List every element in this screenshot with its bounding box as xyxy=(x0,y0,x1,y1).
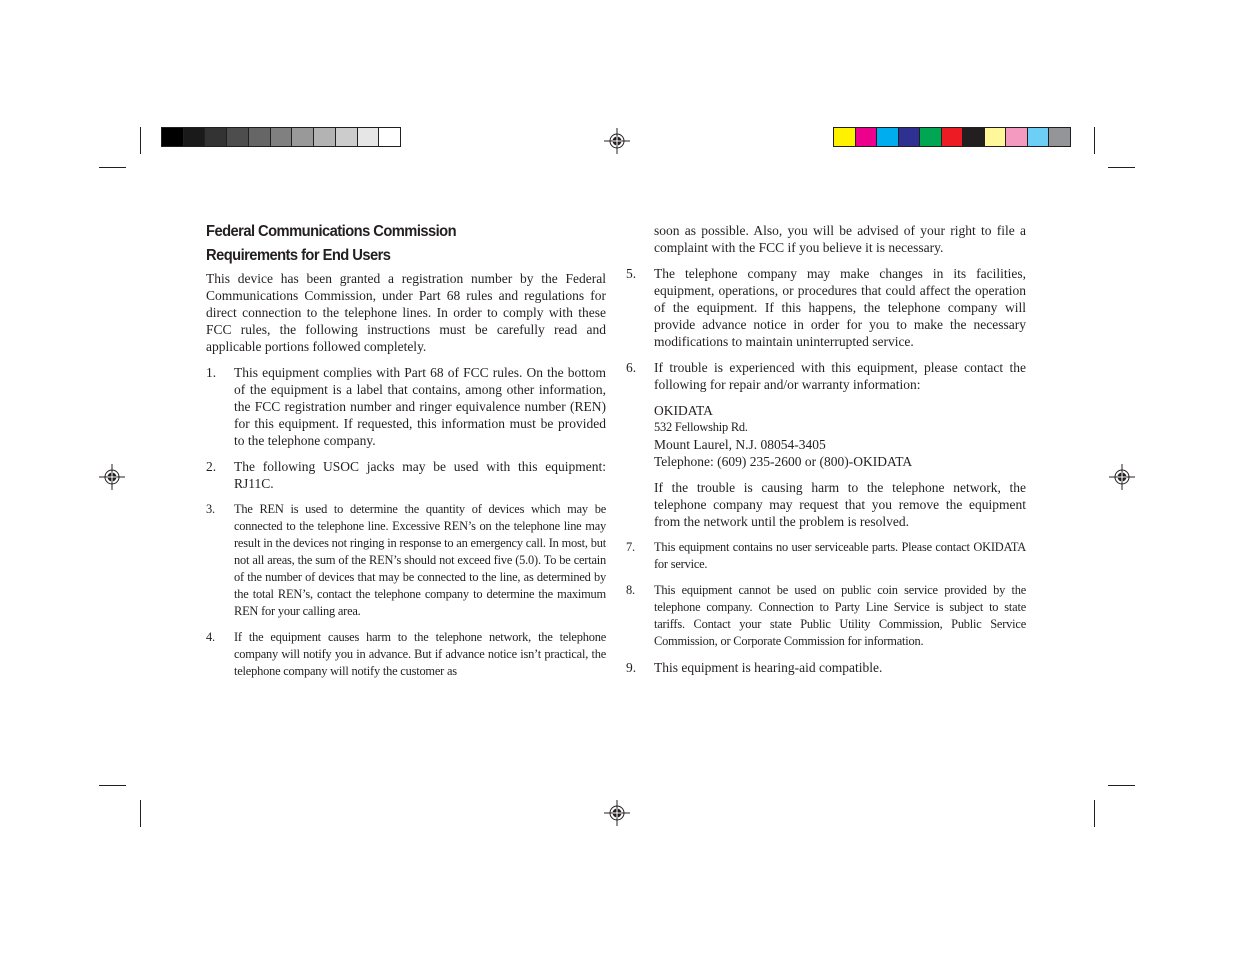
list-item-number: 4. xyxy=(206,630,215,644)
list-item-text: The telephone company may make changes in its facilities, equipment, operations, or procedures that could affect the operation of the equipment. If this happens, the telephone company will provide advance notice in order for you to make the necessary modifications to maintain uninterrupted service. xyxy=(654,266,1026,349)
list-item-number: 1. xyxy=(206,365,217,380)
list-item-number: 5. xyxy=(626,266,637,281)
crop-mark-top-left-h xyxy=(99,167,126,168)
list-item-text: If the equipment causes harm to the telephone network, the telephone company will notify you in advance. But if advance notice isn’t practical, the telephone company will notify the customer as xyxy=(234,630,606,678)
harm-note xyxy=(626,479,1026,530)
list-item-9 xyxy=(626,659,1026,676)
list-item-8 xyxy=(626,582,1026,650)
list-item-6 xyxy=(626,359,1026,393)
color-swatch xyxy=(834,128,856,146)
list-item-text: The REN is used to determine the quantity of devices which may be connected to the telephone line. Excessive REN’s on the telephone line may result in the devices not ringing in response to an emergency call. In most, but not all areas, the sum of the REN’s should not exceed five (5.0). To be certain of the number of devices that may be connected to the line, as determined by the total REN’s, contact the telephone company to determine the maximum REN for your calling area. xyxy=(234,502,606,618)
crop-mark-top-right-v xyxy=(1094,127,1095,154)
color-swatch xyxy=(1028,128,1050,146)
color-swatch xyxy=(205,128,227,146)
color-swatch xyxy=(1006,128,1028,146)
grayscale-bar xyxy=(161,127,401,147)
list-item-text: This equipment complies with Part 68 of FCC rules. On the bottom of the equipment is a label that contains, among other information, the FCC registration number and ringer equivalence number (REN) for this equipment. If requested, this information must be provided to the telephone company. xyxy=(234,365,606,448)
address-phone: Telephone: (609) 235-2600 or (800)-OKIDATA xyxy=(654,454,913,469)
color-swatch xyxy=(271,128,293,146)
list-item-number: 2. xyxy=(206,459,217,474)
color-swatch xyxy=(162,128,184,146)
color-swatch xyxy=(899,128,921,146)
color-swatch xyxy=(184,128,206,146)
list-item-2 xyxy=(206,458,606,492)
list-item-3 xyxy=(206,501,606,620)
color-swatch xyxy=(336,128,358,146)
page-title xyxy=(206,220,574,268)
list-item-text: This equipment contains no user serviceable parts. Please contact OKIDATA for service. xyxy=(654,540,1026,571)
list-item-number: 7. xyxy=(626,540,635,554)
crop-mark-bottom-right-v xyxy=(1094,800,1095,827)
list-item-5 xyxy=(626,265,1026,350)
crop-mark-bottom-right-h xyxy=(1108,785,1135,786)
list-item-text: This equipment is hearing-aid compatible. xyxy=(654,660,883,675)
list-item-number: 8. xyxy=(626,583,635,597)
color-swatch xyxy=(358,128,380,146)
list-item-1 xyxy=(206,364,606,449)
list-item-text: The following USOC jacks may be used with this equipment: RJ11C. xyxy=(234,459,606,491)
crop-mark-top-right-h xyxy=(1108,167,1135,168)
address-city: Mount Laurel, N.J. 08054-3405 xyxy=(654,437,826,452)
harm-note-text: If the trouble is causing harm to the telephone network, the telephone company may request that you remove the equipment from the network until the problem is resolved. xyxy=(654,480,1026,529)
crop-mark-bottom-left-h xyxy=(99,785,126,786)
color-swatch xyxy=(963,128,985,146)
list-item-4-continued xyxy=(626,222,1026,256)
continuation-text: soon as possible. Also, you will be advised of your right to file a complaint with the FCC if you believe it is necessary. xyxy=(654,223,1026,255)
registration-mark-left-icon xyxy=(99,464,125,490)
left-column xyxy=(206,220,606,680)
color-swatch xyxy=(379,128,400,146)
color-swatch xyxy=(314,128,336,146)
address-block xyxy=(626,402,1026,470)
registration-mark-top-icon xyxy=(604,128,630,154)
list-item-number: 9. xyxy=(626,660,637,675)
intro-paragraph: This device has been granted a registration number by the Federal Communications Commission, under Part 68 rules and regulations for direct connection to the telephone lines. In order to comply with these FCC rules, the following instructions must be carefully read and applicable portions followed completely. xyxy=(206,271,606,354)
color-swatch xyxy=(985,128,1007,146)
color-swatch xyxy=(1049,128,1070,146)
crop-mark-bottom-left-v xyxy=(140,800,141,827)
right-column xyxy=(626,222,1026,676)
title-line-2: Requirements for End Users xyxy=(206,247,391,264)
address-company: OKIDATA xyxy=(654,403,713,418)
list-item-number: 3. xyxy=(206,502,215,516)
list-item-4 xyxy=(206,629,606,680)
color-swatch xyxy=(227,128,249,146)
color-swatch xyxy=(942,128,964,146)
list-item-text: If trouble is experienced with this equipment, please contact the following for repair and/or warranty information: xyxy=(654,360,1026,392)
color-swatch xyxy=(877,128,899,146)
color-swatch xyxy=(920,128,942,146)
color-calibration-bar xyxy=(833,127,1071,147)
crop-mark-top-left-v xyxy=(140,127,141,154)
list-item-text: This equipment cannot be used on public coin service provided by the telephone company. Connection to Party Line Service is subject to state tariffs. Contact your state Public Utility Commission, Public Service Commission, or Corporate Commission for information. xyxy=(654,583,1026,648)
list-item-7 xyxy=(626,539,1026,573)
color-swatch xyxy=(292,128,314,146)
address-street: 532 Fellowship Rd. xyxy=(654,420,748,434)
registration-mark-right-icon xyxy=(1109,464,1135,490)
color-swatch xyxy=(856,128,878,146)
title-line-1: Federal Communications Commission xyxy=(206,223,457,240)
list-item-number: 6. xyxy=(626,360,637,375)
registration-mark-bottom-icon xyxy=(604,800,630,826)
color-swatch xyxy=(249,128,271,146)
